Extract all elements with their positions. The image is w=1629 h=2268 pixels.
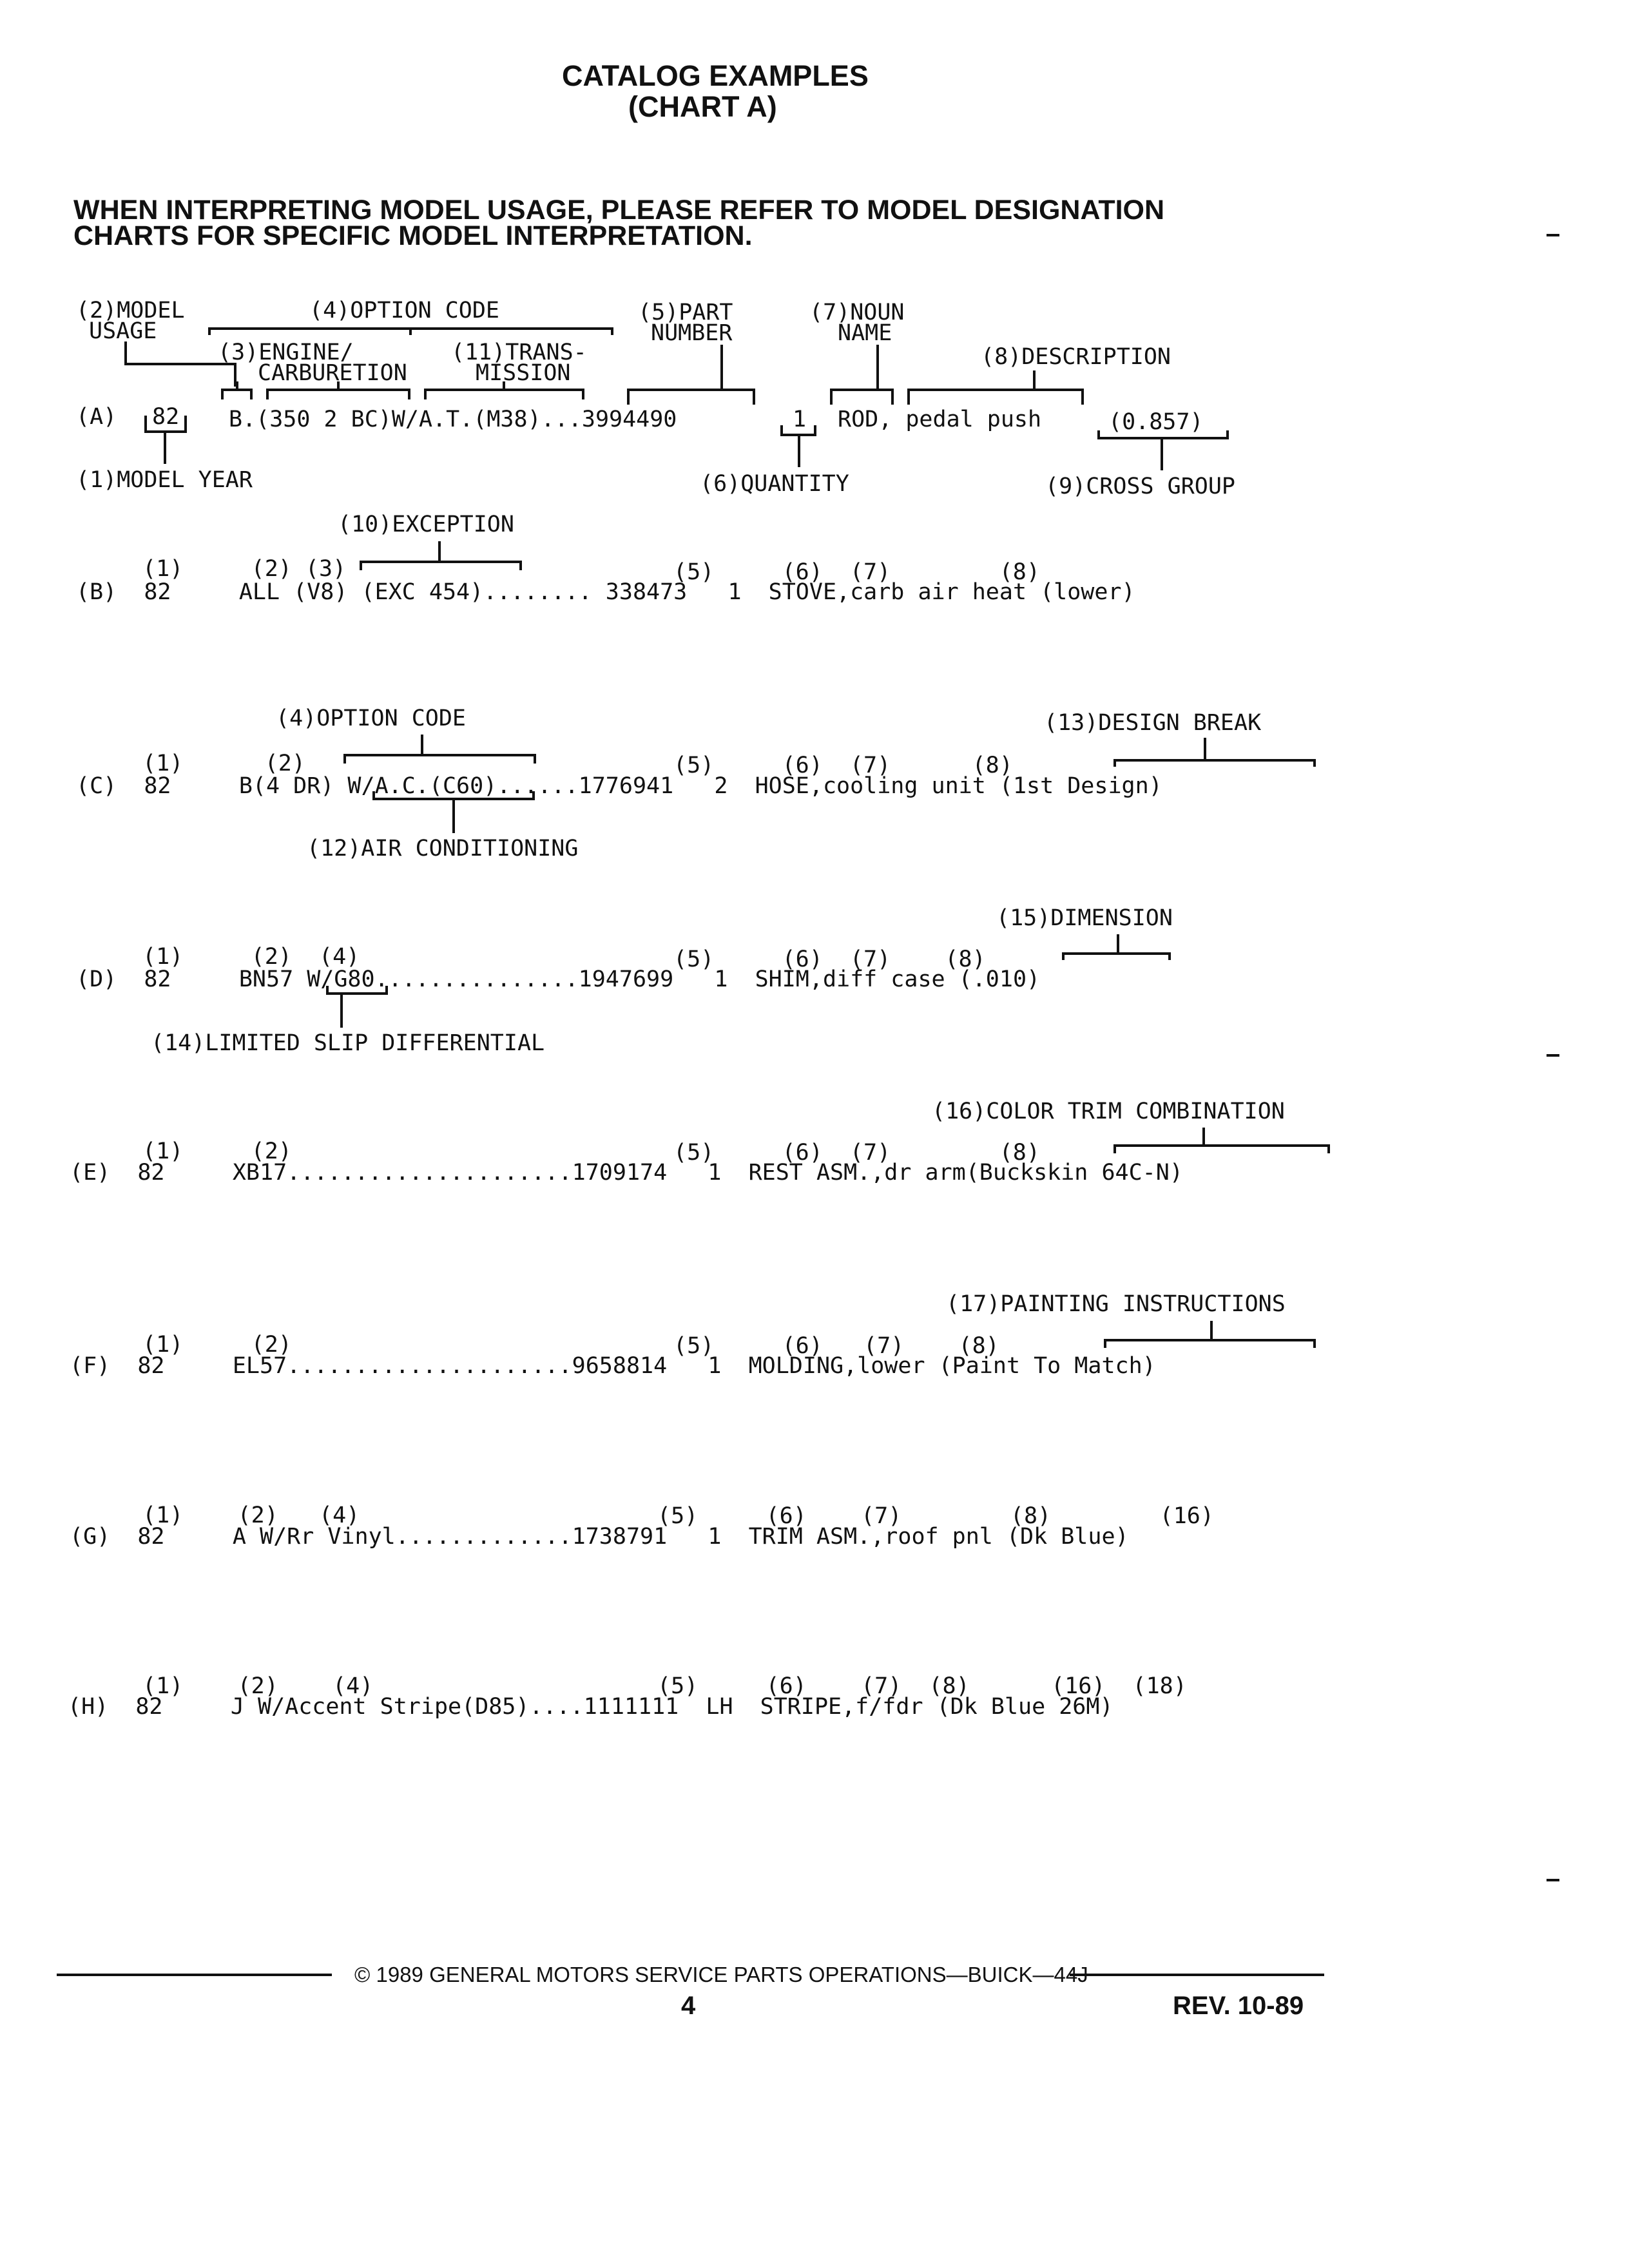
callout-engine: (3)ENGINE/ [218,340,354,365]
callout-limited-slip: (14)LIMITED SLIP DIFFERENTIAL [151,1030,545,1056]
row-g: (G) 82 A W/Rr Vinyl.............1738791 1 TRIM ASM.,roof pnl (Dk Blue) [70,1524,1129,1550]
callout-noun-name-2: NAME [838,320,892,346]
callout-description: (8)DESCRIPTION [981,344,1171,370]
callout-option-code-c: (4)OPTION CODE [276,706,467,731]
row-f: (F) 82 EL57.....................9658814 1 MOLDING,lower (Paint To Match) [70,1353,1156,1379]
row-c: (C) 82 B(4 DR) W/A.C.(C60)......1776941 2 HOSE,cooling unit (1st Design) [76,773,1162,799]
footer-copyright: © 1989 GENERAL MOTORS SERVICE PARTS OPERATIONS—BUICK—44J [354,1963,1088,1986]
bracket-part-number [628,345,754,405]
row-g-index: (1) (2) (4) [129,1503,360,1528]
bracket-painting [1105,1321,1315,1348]
row-c-index-right: (5) (6) (7) (8) [673,753,1013,778]
row-e: (E) 82 XB17.....................1709174 1 REST ASM.,dr arm(Buckskin 64C-N) [70,1160,1183,1186]
row-d-index-right: (5) (6) (7) (8) [673,947,986,972]
footer-revision: REV. 10-89 [1173,1992,1304,2020]
bracket-design-break [1115,738,1315,767]
row-a-qty: 1 [793,407,807,432]
callout-model-usage-2: USAGE [89,318,157,344]
bracket-option-code [209,329,612,335]
row-h-index-right: (5) (6) (7) (8) (16) (18) [657,1673,1187,1699]
callout-painting: (17)PAINTING INSTRUCTIONS [946,1291,1286,1317]
bracket-model-year [146,416,186,464]
bracket-air-conditioning [374,791,534,833]
callout-transmission-2: MISSION [476,360,571,386]
bracket-cross-group [1099,430,1228,470]
callout-noun-name: (7)NOUN [809,300,905,325]
row-d: (D) 82 BN57 W/G80...............1947699 1 SHIM,diff case (.010) [76,966,1041,992]
callout-air-conditioning: (12)AIR CONDITIONING [307,836,579,861]
row-h: (H) 82 J W/Accent Stripe(D85)....1111111 LH STRIPE,f/fdr (Dk Blue 26M) [68,1694,1113,1720]
row-b: (B) 82 ALL (V8) (EXC 454)........ 338473 1 STOVE,carb air heat (lower) [76,579,1135,605]
page-title: CATALOG EXAMPLES [562,59,869,92]
callout-part-number-2: NUMBER [651,320,733,346]
bracket-dimension [1063,934,1170,960]
row-a-year: 82 [152,404,180,430]
callout-color-trim: (16)COLOR TRIM COMBINATION [932,1099,1285,1124]
footer-page-number: 4 [681,1992,696,2020]
bracket-transmission [425,381,583,399]
callout-cross-group: (9)CROSS GROUP [1045,474,1236,499]
bracket-color-trim [1115,1128,1329,1153]
row-d-index: (1) (2) (4) [129,944,360,970]
callout-design-break: (13)DESIGN BREAK [1044,710,1262,736]
margin-marks [1547,235,1559,1880]
row-h-index: (1) (2) (4) [129,1673,374,1699]
page-subtitle: (CHART A) [628,90,777,123]
row-c-index: (1) (2) [129,751,305,776]
callout-model-usage: (2)MODEL [76,298,185,323]
row-a-cross-group: (0.857) [1108,409,1204,435]
bracket-exception [361,541,521,570]
callout-transmission: (11)TRANS- [451,340,587,365]
leader-model-usage [126,341,235,387]
row-e-index-right: (5) (6) (7) (8) [673,1140,1040,1166]
bracket-engine [222,381,251,399]
callout-dimension: (15)DIMENSION [996,905,1173,931]
callout-part-number: (5)PART [638,300,733,325]
bracket-quantity [782,425,815,467]
row-a-body: B.(350 2 BC)W/A.T.(M38)...3994490 [229,407,677,432]
callout-model-year: (1)MODEL YEAR [76,467,253,493]
row-f-index: (1) (2) [129,1332,292,1358]
row-f-index-right: (5) (6) (7) (8) [673,1333,999,1359]
row-a-desc: ROD, pedal push [838,407,1042,432]
callout-option-code: (4)OPTION CODE [309,298,500,323]
row-b-index-right: (5) (6) (7) (8) [673,559,1040,585]
bracket-description [909,370,1083,405]
row-e-index: (1) (2) [129,1139,292,1164]
row-b-index: (1) (2) (3) [129,556,347,582]
bracket-option-code-c [345,735,535,764]
callout-engine-2: CARBURETION [258,360,407,386]
bracket-noun-name [831,345,892,405]
bracket-limited-slip [327,986,387,1028]
callout-exception: (10)EXCEPTION [338,512,514,537]
note-line-1: WHEN INTERPRETING MODEL USAGE, PLEASE REFER TO MODEL DESIGNATION [73,195,1165,226]
bracket-carburetion [267,381,409,399]
row-g-index-right: (5) (6) (7) (8) (16) [657,1503,1214,1529]
note-line-2: CHARTS FOR SPECIFIC MODEL INTERPRETATION. [73,220,753,251]
callout-quantity: (6)QUANTITY [700,471,849,497]
row-a-label: (A) [76,404,117,430]
